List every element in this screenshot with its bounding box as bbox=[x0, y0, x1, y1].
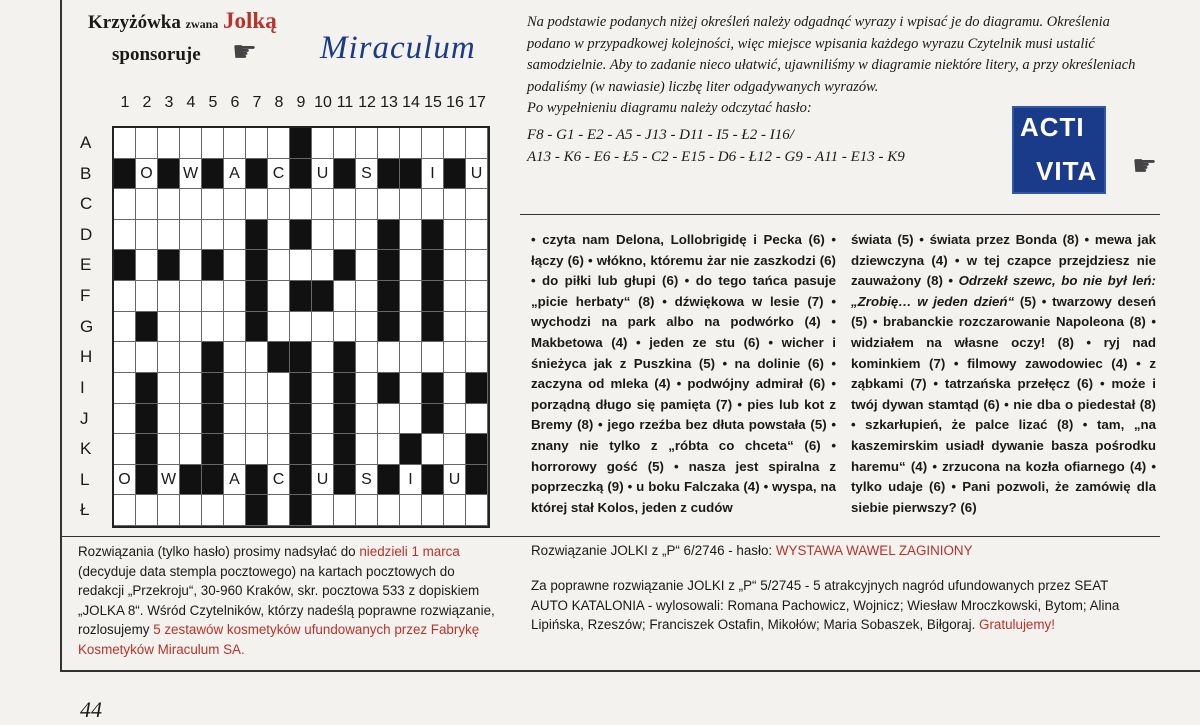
grid-cell[interactable] bbox=[268, 373, 290, 404]
grid-cell[interactable] bbox=[378, 404, 400, 435]
grid-cell[interactable] bbox=[466, 465, 488, 496]
grid-cell[interactable] bbox=[466, 373, 488, 404]
grid-cell[interactable] bbox=[114, 220, 136, 251]
grid-cell[interactable] bbox=[114, 312, 136, 343]
grid-cell[interactable] bbox=[422, 495, 444, 526]
grid-cell[interactable] bbox=[202, 373, 224, 404]
grid-cell[interactable] bbox=[136, 373, 158, 404]
grid-cell[interactable] bbox=[290, 189, 312, 220]
grid-cell[interactable] bbox=[466, 404, 488, 435]
grid-cell[interactable] bbox=[246, 312, 268, 343]
grid-cell[interactable] bbox=[400, 128, 422, 159]
grid-cell[interactable] bbox=[356, 495, 378, 526]
grid-cell[interactable] bbox=[400, 220, 422, 251]
grid-cell[interactable] bbox=[136, 281, 158, 312]
grid-cell[interactable] bbox=[444, 342, 466, 373]
grid-cell[interactable] bbox=[136, 465, 158, 496]
grid-cell[interactable] bbox=[158, 189, 180, 220]
column-number: 11 bbox=[336, 94, 354, 111]
grid-cell[interactable] bbox=[224, 281, 246, 312]
divider bbox=[520, 214, 1160, 215]
column-number: 7 bbox=[252, 94, 262, 111]
grid-cell[interactable] bbox=[180, 465, 202, 496]
grid-cell[interactable] bbox=[136, 220, 158, 251]
grid-cell[interactable] bbox=[158, 495, 180, 526]
grid-cell[interactable] bbox=[290, 465, 312, 496]
grid-cell[interactable] bbox=[466, 250, 488, 281]
row-label: G bbox=[80, 316, 94, 336]
grid-cell[interactable] bbox=[312, 128, 334, 159]
grid-cell[interactable] bbox=[202, 159, 224, 190]
grid-cell[interactable] bbox=[422, 373, 444, 404]
grid-cell[interactable] bbox=[444, 495, 466, 526]
grid-cell[interactable] bbox=[378, 312, 400, 343]
grid-cell[interactable] bbox=[422, 465, 444, 496]
grid-cell[interactable] bbox=[158, 373, 180, 404]
grid-cell[interactable] bbox=[290, 342, 312, 373]
grid-cell[interactable] bbox=[466, 342, 488, 373]
grid-cell[interactable] bbox=[158, 312, 180, 343]
row-label: Ł bbox=[80, 500, 90, 520]
grid-cell[interactable] bbox=[114, 159, 136, 190]
grid-cell[interactable] bbox=[334, 159, 356, 190]
grid-cell[interactable] bbox=[114, 434, 136, 465]
row-label: C bbox=[80, 194, 93, 214]
grid-cell[interactable] bbox=[224, 495, 246, 526]
grid-cell[interactable] bbox=[312, 312, 334, 343]
grid-cell[interactable] bbox=[312, 220, 334, 251]
grid-cell[interactable] bbox=[400, 312, 422, 343]
grid-cell[interactable] bbox=[136, 434, 158, 465]
grid-cell[interactable] bbox=[180, 128, 202, 159]
grid-cell[interactable]: O bbox=[136, 159, 158, 190]
column-number: 13 bbox=[380, 94, 398, 111]
grid-cell[interactable] bbox=[334, 128, 356, 159]
grid-cell[interactable] bbox=[400, 495, 422, 526]
row-label: F bbox=[80, 286, 91, 306]
grid-cell[interactable] bbox=[378, 465, 400, 496]
grid-cell[interactable] bbox=[136, 128, 158, 159]
grid-cell[interactable] bbox=[400, 434, 422, 465]
grid-cell[interactable] bbox=[312, 434, 334, 465]
grid-cell[interactable] bbox=[356, 281, 378, 312]
sponsor-label: sponsoruje bbox=[112, 44, 201, 65]
column-number: 1 bbox=[120, 94, 130, 111]
grid-cell[interactable] bbox=[268, 281, 290, 312]
grid-cell[interactable] bbox=[246, 373, 268, 404]
row-label: L bbox=[80, 469, 90, 489]
grid-cell[interactable] bbox=[290, 128, 312, 159]
grid-cell[interactable] bbox=[268, 220, 290, 251]
grid-cell[interactable] bbox=[378, 434, 400, 465]
column-number: 2 bbox=[142, 94, 152, 111]
grid-cell[interactable] bbox=[224, 373, 246, 404]
grid-cell[interactable] bbox=[114, 342, 136, 373]
previous-solution: Rozwiązanie JOLKI z „P“ 6/2746 - hasło: WYSTAWA WAWEL ZAGINIONY bbox=[531, 543, 973, 558]
column-number: 12 bbox=[358, 94, 376, 111]
grid-cell[interactable] bbox=[246, 128, 268, 159]
grid-cell[interactable] bbox=[466, 434, 488, 465]
grid-cell[interactable]: I bbox=[422, 159, 444, 190]
column-number: 10 bbox=[314, 94, 332, 111]
clues-column-2: świata (5) • świata przez Bonda (8) • mewa jak dziewczyna (4) • w tej czapce przejdziesz nie zauważony (8) • Odrzekł szewc, bo nie był leń: „Zrobię… w jeden dzień“ (5) • twarzowy deseń (5) • brabanckie rozczarowanie Napoleona (8) • widziałem na własne oczy! (8) • ryj nad kominkiem (7) • filmowy zawodowiec (4) • z ząbkami (7) • tatrzańska przełęcz (6) • może i twój dywan stamtąd (6) • nie dba o piedestał (8) • szkarłupień, że palce lizać (8) • tam, „na kaszemirskim usiadł dywanie basza pośrodku haremu“ (4) • zrzucona na kozła ofiarnego (4) • tylko udaje (6) • Pani pozwoli, że zamówię dla siebie pierwszy? (6) bbox=[851, 232, 1156, 515]
grid-cell[interactable] bbox=[224, 342, 246, 373]
grid-cell[interactable] bbox=[356, 128, 378, 159]
grid-cell[interactable]: S bbox=[356, 465, 378, 496]
grid-cell[interactable] bbox=[378, 128, 400, 159]
grid-cell[interactable] bbox=[180, 342, 202, 373]
grid-cell[interactable] bbox=[422, 189, 444, 220]
grid-cell[interactable] bbox=[400, 404, 422, 435]
column-number: 8 bbox=[274, 94, 284, 111]
grid-cell[interactable] bbox=[180, 189, 202, 220]
grid-cell[interactable] bbox=[290, 434, 312, 465]
grid-cell[interactable] bbox=[356, 312, 378, 343]
grid-cell[interactable] bbox=[422, 250, 444, 281]
grid-cell[interactable] bbox=[466, 312, 488, 343]
grid-cell[interactable] bbox=[356, 250, 378, 281]
grid-cell[interactable] bbox=[202, 404, 224, 435]
grid-cell[interactable] bbox=[378, 250, 400, 281]
grid-cell[interactable] bbox=[114, 250, 136, 281]
grid-cell[interactable] bbox=[378, 159, 400, 190]
grid-cell[interactable] bbox=[422, 312, 444, 343]
grid-cell[interactable] bbox=[400, 159, 422, 190]
grid-cell[interactable]: W bbox=[158, 465, 180, 496]
grid-cell[interactable] bbox=[422, 128, 444, 159]
grid-cell[interactable] bbox=[356, 189, 378, 220]
grid-cell[interactable] bbox=[202, 312, 224, 343]
grid-cell[interactable]: S bbox=[356, 159, 378, 190]
grid-cell[interactable] bbox=[466, 189, 488, 220]
grid-cell[interactable] bbox=[312, 281, 334, 312]
grid-cell[interactable] bbox=[114, 128, 136, 159]
grid-cell[interactable] bbox=[158, 404, 180, 435]
grid-cell[interactable] bbox=[312, 495, 334, 526]
grid-cell[interactable] bbox=[444, 434, 466, 465]
grid-cell[interactable] bbox=[400, 373, 422, 404]
grid-cell[interactable] bbox=[114, 404, 136, 435]
grid-cell[interactable] bbox=[444, 220, 466, 251]
grid-cell[interactable] bbox=[114, 189, 136, 220]
grid-cell[interactable] bbox=[422, 342, 444, 373]
grid-cell[interactable] bbox=[136, 189, 158, 220]
grid-cell[interactable] bbox=[312, 404, 334, 435]
grid-cell[interactable] bbox=[180, 220, 202, 251]
grid-cell[interactable] bbox=[114, 495, 136, 526]
grid-cell[interactable] bbox=[290, 404, 312, 435]
row-label: B bbox=[80, 163, 92, 183]
grid-cell[interactable] bbox=[136, 312, 158, 343]
column-number: 5 bbox=[208, 94, 218, 111]
grid-cell[interactable] bbox=[444, 159, 466, 190]
grid-cell[interactable] bbox=[356, 342, 378, 373]
grid-cell[interactable] bbox=[356, 373, 378, 404]
grid-cell[interactable] bbox=[224, 404, 246, 435]
grid-cell[interactable] bbox=[290, 250, 312, 281]
grid-cell[interactable] bbox=[114, 281, 136, 312]
grid-cell[interactable] bbox=[422, 220, 444, 251]
grid-cell[interactable] bbox=[334, 434, 356, 465]
clues-column-1: • czyta nam Delona, Lollobrigidę i Pecka (6) • łączy (6) • włókno, któremu żar nie zaszkodzi (6) • do piłki lub głupi (6) • do tego tańca pasuje „picie herbaty“ (8) • dźwiękowa w lesie (7) • wychodzi na park albo na podwórko (4) • Makbetowa (4) • jeden ze stu (6) • wicher i śnieżyca jak z Puszkina (5) • na dolinie (6) • zaczyna od mleka (4) • podwójny admirał (6) • porządną długo się pamięta (7) • pies lub kot z Bremy (8) • jego rzeźba bez dłuta powstała (5) • znany nie tylko z „róbta co chceta“ (6) • horrorowy gość (5) • nasza jest spiralna z poprzeczką (9) • u boku Falczaka (4) • wyspa, na której stał Kolos, jeden z cudów bbox=[531, 232, 836, 515]
grid-cell[interactable] bbox=[290, 281, 312, 312]
pointing-hand-icon: ☛ bbox=[232, 36, 258, 67]
submission-rules: Rozwiązania (tylko hasło) prosimy nadsyłać do niedzieli 1 marca (decyduje data stempla pocztowego) na kartach pocztowych do redakcji „Przekroju“, 30-960 Kraków, skr. pocztowa 533 z dopiskiem „JOLKA 8“. Wśród Czytelników, którzy nadeślą poprawne rozwiązanie, rozlosujemy 5 zestawów kosmetyków ufundowanych przez Fabrykę Kosmetyków Miraculum SA. bbox=[78, 544, 495, 657]
column-number: 15 bbox=[424, 94, 442, 111]
grid-cell[interactable]: C bbox=[268, 159, 290, 190]
crossword-grid bbox=[112, 126, 490, 528]
grid-cell[interactable] bbox=[136, 250, 158, 281]
grid-cell[interactable] bbox=[246, 250, 268, 281]
grid-cell[interactable] bbox=[444, 250, 466, 281]
grid-cell[interactable] bbox=[180, 434, 202, 465]
grid-cell[interactable]: A bbox=[224, 465, 246, 496]
grid-cell[interactable] bbox=[180, 281, 202, 312]
grid-cell[interactable] bbox=[334, 495, 356, 526]
grid-cell[interactable] bbox=[246, 342, 268, 373]
column-number: 9 bbox=[296, 94, 306, 111]
grid-cell[interactable] bbox=[378, 189, 400, 220]
grid-cell[interactable]: I bbox=[400, 465, 422, 496]
grid-cell[interactable] bbox=[290, 220, 312, 251]
grid-cell[interactable] bbox=[136, 342, 158, 373]
grid-cell[interactable] bbox=[246, 189, 268, 220]
row-label: E bbox=[80, 255, 92, 275]
grid-cell[interactable] bbox=[378, 220, 400, 251]
grid-cell[interactable] bbox=[224, 128, 246, 159]
grid-cell[interactable] bbox=[400, 250, 422, 281]
grid-cell[interactable]: U bbox=[444, 465, 466, 496]
grid-cell[interactable] bbox=[290, 373, 312, 404]
crossword-title: Krzyżówka zwana Jolką bbox=[88, 8, 277, 33]
grid-cell[interactable] bbox=[202, 189, 224, 220]
grid-cell[interactable] bbox=[158, 434, 180, 465]
grid-cell[interactable] bbox=[378, 281, 400, 312]
grid-cell[interactable] bbox=[180, 373, 202, 404]
grid-cell[interactable] bbox=[268, 434, 290, 465]
grid-cell[interactable] bbox=[202, 465, 224, 496]
row-label: A bbox=[80, 133, 92, 152]
grid-cell[interactable] bbox=[158, 250, 180, 281]
grid-cell[interactable]: U bbox=[312, 465, 334, 496]
grid-cell[interactable] bbox=[158, 220, 180, 251]
grid-cell[interactable] bbox=[334, 189, 356, 220]
row-label: J bbox=[80, 408, 89, 428]
grid-cell[interactable] bbox=[202, 250, 224, 281]
solution-code: F8 - G1 - E2 - A5 - J13 - D11 - I5 - Ł2 - I16/ A13 - K6 - E6 - Ł5 - C2 - E15 - D6 - Ł12 - G9 - A11 - E13 - K9 bbox=[527, 127, 905, 165]
grid-cell[interactable] bbox=[268, 250, 290, 281]
grid-cell[interactable] bbox=[466, 128, 488, 159]
grid-cell[interactable] bbox=[290, 495, 312, 526]
grid-cell[interactable] bbox=[180, 404, 202, 435]
page-number: 44 bbox=[80, 697, 102, 722]
grid-cell[interactable]: A bbox=[224, 159, 246, 190]
column-number: 3 bbox=[164, 94, 174, 111]
grid-cell[interactable] bbox=[400, 189, 422, 220]
grid-cell[interactable] bbox=[422, 434, 444, 465]
grid-cell[interactable] bbox=[158, 128, 180, 159]
grid-cell[interactable] bbox=[202, 220, 224, 251]
grid-cell[interactable] bbox=[334, 373, 356, 404]
grid-cell[interactable] bbox=[444, 312, 466, 343]
activita-logo: ACTI VITA bbox=[1012, 106, 1106, 194]
miraculum-logo: Miraculum bbox=[320, 30, 476, 66]
grid-cell[interactable] bbox=[180, 495, 202, 526]
grid-cell[interactable] bbox=[224, 434, 246, 465]
grid-cell[interactable]: O bbox=[114, 465, 136, 496]
grid-cell[interactable] bbox=[378, 342, 400, 373]
grid-cell[interactable] bbox=[180, 312, 202, 343]
grid-cell[interactable] bbox=[356, 434, 378, 465]
grid-cell[interactable] bbox=[158, 159, 180, 190]
grid-cell[interactable] bbox=[158, 342, 180, 373]
column-number: 16 bbox=[446, 94, 464, 111]
prize-winners: Za poprawne rozwiązanie JOLKI z „P“ 5/2745 - 5 atrakcyjnych nagród ufundowanych przez SEAT AUTO KATALONIA - wylosowali: Romana Pachowicz, Wojnicz; Wiesław Mroczkowski, Bytom; Alina Lipińska, Rzeszów; Franciszek Ostafin, Mikołów; Maria Sobaszek, Biłgoraj. Gratulujemy! bbox=[531, 578, 1120, 633]
grid-cell[interactable] bbox=[180, 250, 202, 281]
grid-cell[interactable] bbox=[158, 281, 180, 312]
grid-cell[interactable]: C bbox=[268, 465, 290, 496]
grid-cell[interactable] bbox=[290, 159, 312, 190]
grid-cell[interactable] bbox=[114, 373, 136, 404]
pointing-hand-icon: ☛ bbox=[1132, 150, 1158, 181]
grid-cell[interactable] bbox=[334, 220, 356, 251]
column-number: 4 bbox=[186, 94, 196, 111]
grid-cell[interactable] bbox=[466, 281, 488, 312]
grid-cell[interactable] bbox=[246, 159, 268, 190]
grid-cell[interactable] bbox=[444, 404, 466, 435]
grid-cell[interactable] bbox=[246, 220, 268, 251]
grid-cell[interactable] bbox=[334, 404, 356, 435]
instructions: Na podstawie podanych niżej określeń należy odgadnąć wyrazy i wpisać je do diagramu. Określenia podano w przypadkowej kolejności, więc miejsce wpisania każdego wyrazu Czytelnik musi ustalić samodzielnie. Aby to zadanie nieco ułatwić, ujawniliśmy w diagramie niektóre litery, a przy określeniach podaliśmy (w nawiasie) liczbę liter odgadywanych wyrazów. Po wypełnieniu diagramu należy odczytać hasło: bbox=[527, 14, 1136, 116]
grid-cell[interactable] bbox=[290, 312, 312, 343]
grid-cell[interactable] bbox=[400, 342, 422, 373]
grid-cell[interactable] bbox=[466, 495, 488, 526]
grid-cell[interactable] bbox=[268, 404, 290, 435]
grid-cell[interactable] bbox=[202, 495, 224, 526]
divider bbox=[60, 536, 1160, 537]
column-number: 17 bbox=[468, 94, 486, 111]
row-label: I bbox=[80, 377, 85, 397]
grid-cell[interactable] bbox=[136, 495, 158, 526]
grid-cell[interactable] bbox=[356, 220, 378, 251]
grid-cell[interactable] bbox=[312, 189, 334, 220]
grid-cell[interactable] bbox=[466, 220, 488, 251]
grid-cell[interactable] bbox=[312, 373, 334, 404]
grid-cell[interactable] bbox=[136, 404, 158, 435]
grid-cell[interactable]: U bbox=[312, 159, 334, 190]
grid-cell[interactable] bbox=[268, 495, 290, 526]
grid-cell[interactable] bbox=[224, 220, 246, 251]
grid-cell[interactable] bbox=[334, 342, 356, 373]
grid-cell[interactable] bbox=[268, 312, 290, 343]
grid-cell[interactable] bbox=[268, 342, 290, 373]
grid-cell[interactable] bbox=[356, 404, 378, 435]
grid-cell[interactable] bbox=[422, 404, 444, 435]
grid-cell[interactable] bbox=[312, 342, 334, 373]
grid-cell[interactable] bbox=[246, 434, 268, 465]
grid-cell[interactable]: U bbox=[466, 159, 488, 190]
grid-cell[interactable] bbox=[202, 342, 224, 373]
grid-cell[interactable] bbox=[334, 250, 356, 281]
grid-cell[interactable] bbox=[444, 281, 466, 312]
grid-cell[interactable] bbox=[378, 495, 400, 526]
grid-cell[interactable] bbox=[224, 250, 246, 281]
grid-cell[interactable] bbox=[400, 281, 422, 312]
grid-cell[interactable] bbox=[378, 373, 400, 404]
grid-cell[interactable]: W bbox=[180, 159, 202, 190]
grid-cell[interactable] bbox=[246, 495, 268, 526]
grid-cell[interactable] bbox=[268, 189, 290, 220]
grid-cell[interactable] bbox=[312, 250, 334, 281]
grid-cell[interactable] bbox=[444, 189, 466, 220]
grid-cell[interactable] bbox=[334, 465, 356, 496]
grid-cell[interactable] bbox=[202, 128, 224, 159]
grid-cell[interactable] bbox=[246, 281, 268, 312]
grid-cell[interactable] bbox=[224, 312, 246, 343]
grid-cell[interactable] bbox=[246, 465, 268, 496]
grid-cell[interactable] bbox=[268, 128, 290, 159]
grid-cell[interactable] bbox=[202, 281, 224, 312]
grid-cell[interactable] bbox=[444, 373, 466, 404]
grid-cell[interactable] bbox=[334, 281, 356, 312]
row-label: K bbox=[80, 439, 92, 459]
grid-cell[interactable] bbox=[246, 404, 268, 435]
row-label: H bbox=[80, 347, 93, 367]
grid-cell[interactable] bbox=[422, 281, 444, 312]
column-number: 14 bbox=[402, 94, 420, 111]
grid-cell[interactable] bbox=[202, 434, 224, 465]
grid-cell[interactable] bbox=[334, 312, 356, 343]
grid-cell[interactable] bbox=[444, 128, 466, 159]
row-label: D bbox=[80, 224, 93, 244]
column-number: 6 bbox=[230, 94, 240, 111]
grid-cell[interactable] bbox=[224, 189, 246, 220]
